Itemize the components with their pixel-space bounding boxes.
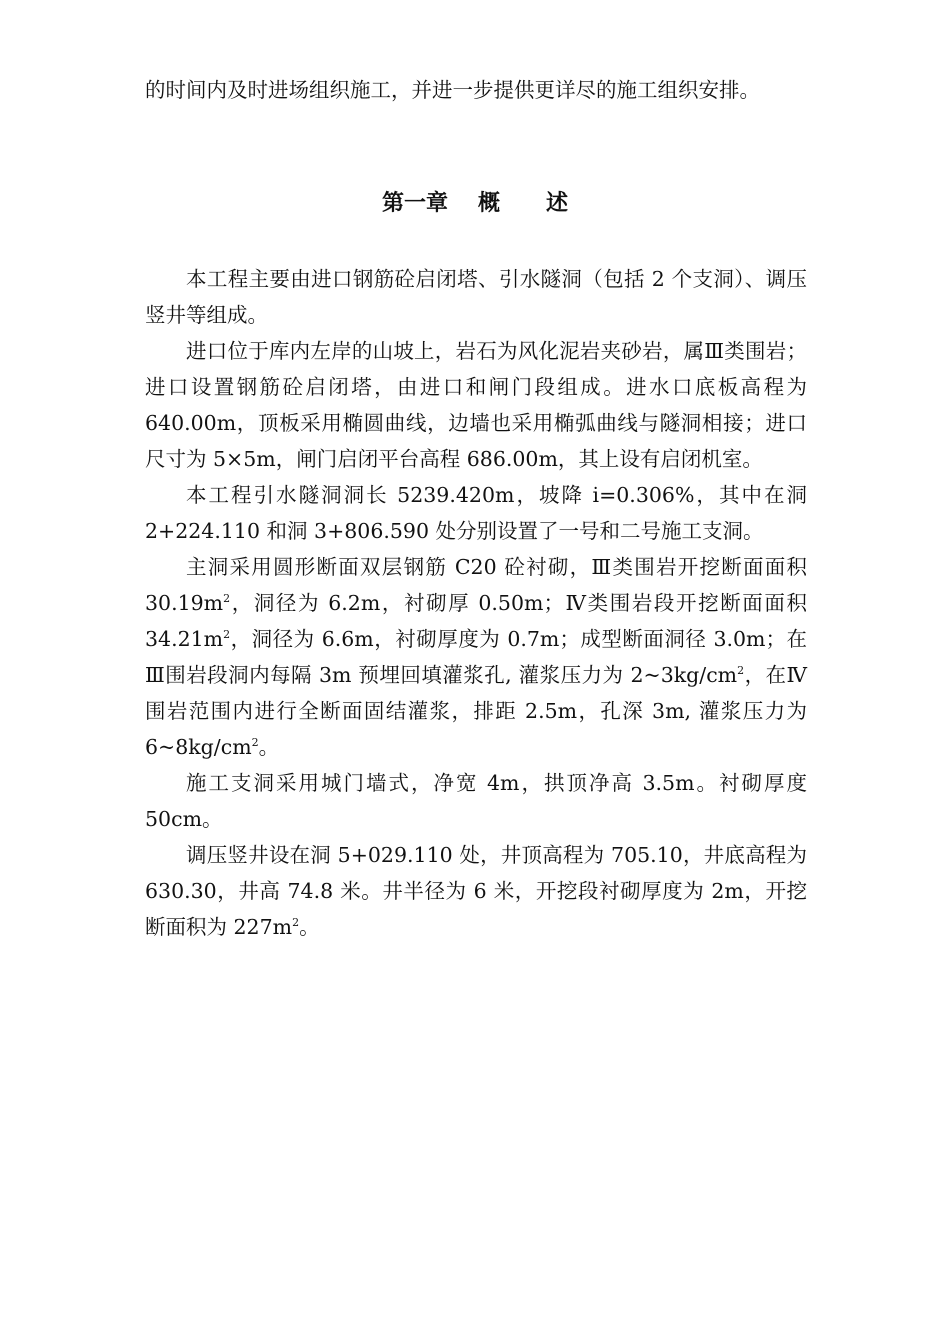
paragraph-text: 。 [258, 735, 280, 759]
paragraph-text: 主洞采用圆形断面双层钢筋 C20 砼衬砌，Ⅲ类围岩开挖断面面积 30.19m [145, 555, 807, 615]
chapter-number: 第一章 [381, 190, 448, 216]
paragraph-text: ，洞径为 6.2m，衬砌厚 0.50m；Ⅳ类围岩段开挖断面面积 34.21m [145, 591, 807, 651]
paragraph-tunnel: 本工程引水隧洞洞长 5239.420m，坡降 i=0.306%，其中在洞 2+224.110 和洞 3+806.590 处分别设置了一号和二号施工支洞。 [145, 483, 807, 543]
superscript: 2 [292, 916, 300, 930]
chapter-title [0, 186, 950, 220]
paragraph-text: 调压竖井设在洞 5+029.110 处，井顶高程为 705.10，井底高程为 630.30，井高 74.8 米。井半径为 6 米，开挖段衬砌厚度为 2m，开挖断面积为 227m [145, 843, 807, 939]
paragraph-text: ，在Ⅳ围岩范围内进行全断面固结灌浆，排距 2.5m，孔深 3m, 灌浆压力为 6~8kg/cm [145, 663, 807, 759]
superscript: 2 [223, 592, 231, 606]
superscript: 2 [251, 736, 259, 750]
paragraph-overview: 本工程主要由进口钢筋砼启闭塔、引水隧洞（包括 2 个支洞）、调压竖井等组成。 [145, 267, 807, 327]
paragraph-branch-tunnel: 施工支洞采用城门墙式，净宽 4m，拱顶净高 3.5m。衬砌厚度 50cm。 [145, 771, 807, 831]
chapter-word-2: 述 [546, 190, 569, 216]
paragraph-text: 。 [299, 915, 320, 939]
paragraph-main-tunnel [145, 549, 807, 765]
superscript: 2 [737, 664, 745, 678]
chapter-body [145, 261, 807, 945]
paragraph-text: ，洞径为 6.6m，衬砌厚度为 0.7m；成型断面洞径 3.0m；在Ⅲ围岩段洞内每隔 3m 预埋回填灌浆孔, 灌浆压力为 2~3kg/cm [145, 627, 807, 687]
paragraph-intake: 进口位于库内左岸的山坡上，岩石为风化泥岩夹砂岩，属Ⅲ类围岩；进口设置钢筋砼启闭塔，由进口和闸门段组成。进水口底板高程为 640.00m，顶板采用椭圆曲线，边墙也采用椭弧曲线与隧洞相接；进口尺寸为 5×5m，闸门启闭平台高程 686.00m，其上设有启闭机室。 [145, 339, 807, 471]
superscript: 2 [223, 628, 231, 642]
lead-line: 的时间内及时进场组织施工，并进一步提供更详尽的施工组织安排。 [145, 78, 760, 102]
chapter-word-1: 概 [477, 190, 500, 216]
paragraph-surge-shaft [145, 837, 807, 945]
